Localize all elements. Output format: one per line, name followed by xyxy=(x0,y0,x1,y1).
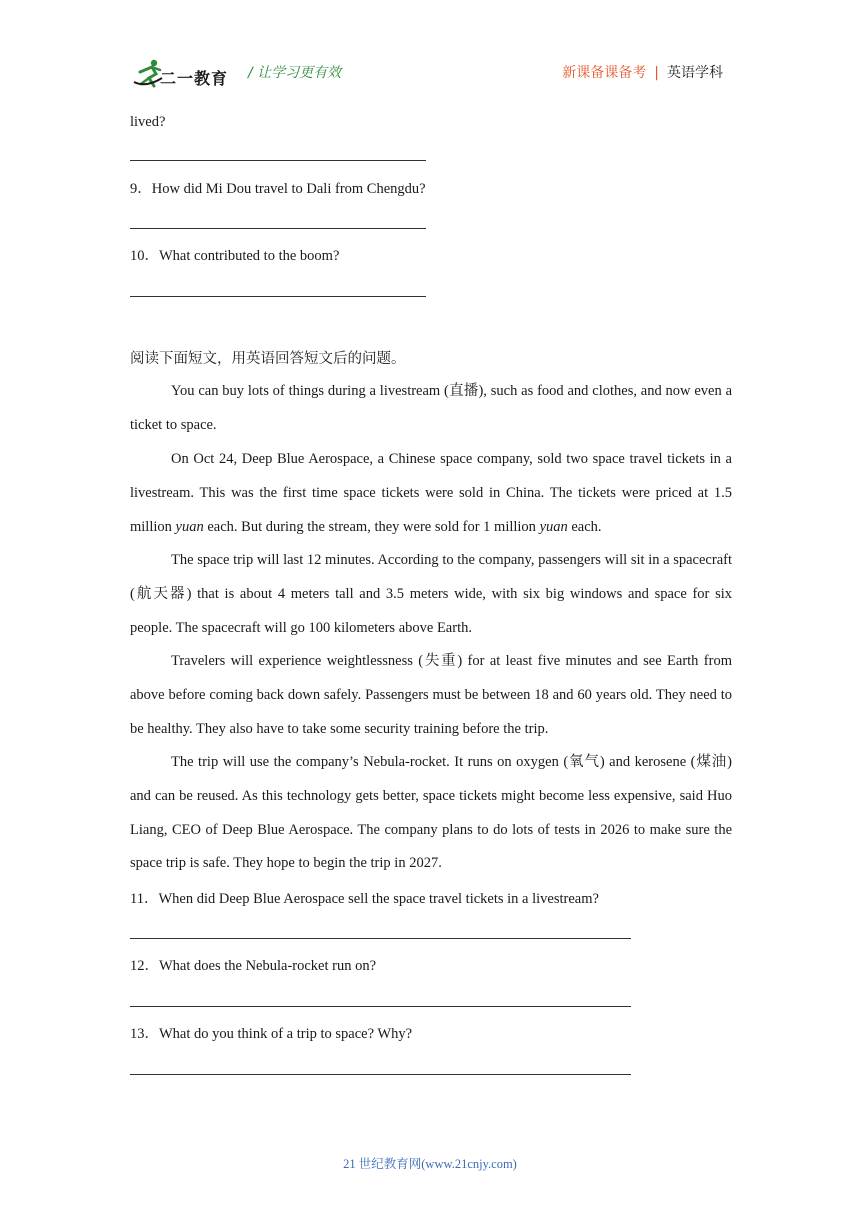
page-footer: 21 世纪教育网(www.21cnjy.com) xyxy=(343,1157,517,1171)
header-right xyxy=(562,62,723,82)
passage-paragraph-2 xyxy=(130,443,732,544)
header-separator: | xyxy=(654,65,659,81)
passage-paragraph-1: You can buy lots of things during a livestream (直播), such as food and clothes, and now even a ticket to space. xyxy=(130,383,732,433)
p2-text-a: On Oct 24, Deep Blue Aerospace, a Chinese space company, sold two space travel tickets in a livestream. This was the first time space tickets were sold in China. The tickets were priced at 1.5 million xyxy=(130,451,732,535)
p2-text-e: each. xyxy=(567,518,602,535)
answer-line-9[interactable] xyxy=(130,228,426,229)
passage-paragraph-5: The trip will use the company’s Nebula-rocket. It runs on oxygen (氧气) and kerosene (煤油) and can be reused. As this technology gets better, space tickets might become less expensive, said Huo Liang, CEO of Deep Blue Aerospace. The company plans to do lots of tests in 2026 to make sure the space trip is safe. They hope to begin the trip in 2027. xyxy=(130,754,732,872)
course-label: 新课备课备考 xyxy=(562,65,647,81)
question-10: 10．What contributed to the boom? xyxy=(130,248,340,264)
answer-line-8[interactable] xyxy=(130,160,426,161)
p2-text-c: each. But during the stream, they were sold for 1 million xyxy=(203,518,540,535)
reading-instruction: 阅读下面短文，用英语回答短文后的问题。 xyxy=(130,351,406,367)
logo-text: 二一教育 xyxy=(160,69,229,88)
question-8-tail: lived? xyxy=(130,114,166,130)
question-11: 11．When did Deep Blue Aerospace sell the space travel tickets in a livestream? xyxy=(130,891,599,907)
answer-line-10[interactable] xyxy=(130,296,426,297)
question-13: 13．What do you think of a trip to space? Why? xyxy=(130,1026,413,1042)
answer-line-12[interactable] xyxy=(130,1006,631,1007)
slogan: / 让学习更有效 xyxy=(248,65,342,81)
answer-line-13[interactable] xyxy=(130,1074,631,1075)
logo xyxy=(132,58,240,88)
subject-label: 英语学科 xyxy=(667,65,723,81)
p2-currency-1: yuan xyxy=(175,518,204,535)
answer-line-11[interactable] xyxy=(130,938,631,939)
p2-currency-2: yuan xyxy=(539,518,568,535)
question-9: 9．How did Mi Dou travel to Dali from Chengdu? xyxy=(130,181,426,197)
question-12: 12．What does the Nebula-rocket run on? xyxy=(130,958,377,974)
page-header xyxy=(0,0,860,100)
passage-paragraph-3: The space trip will last 12 minutes. According to the company, passengers will sit in a spacecraft (航天器) that is about 4 meters tall and 3.5 meters wide, with six big windows and space for six people. The spacecraft will go 100 kilometers above Earth. xyxy=(130,552,732,636)
passage-paragraph-4: Travelers will experience weightlessness (失重) for at least five minutes and see Earth from above before coming back down safely. Passengers must be between 18 and 60 years old. They need to be healthy. They also have to take some security training before the trip. xyxy=(130,653,732,737)
